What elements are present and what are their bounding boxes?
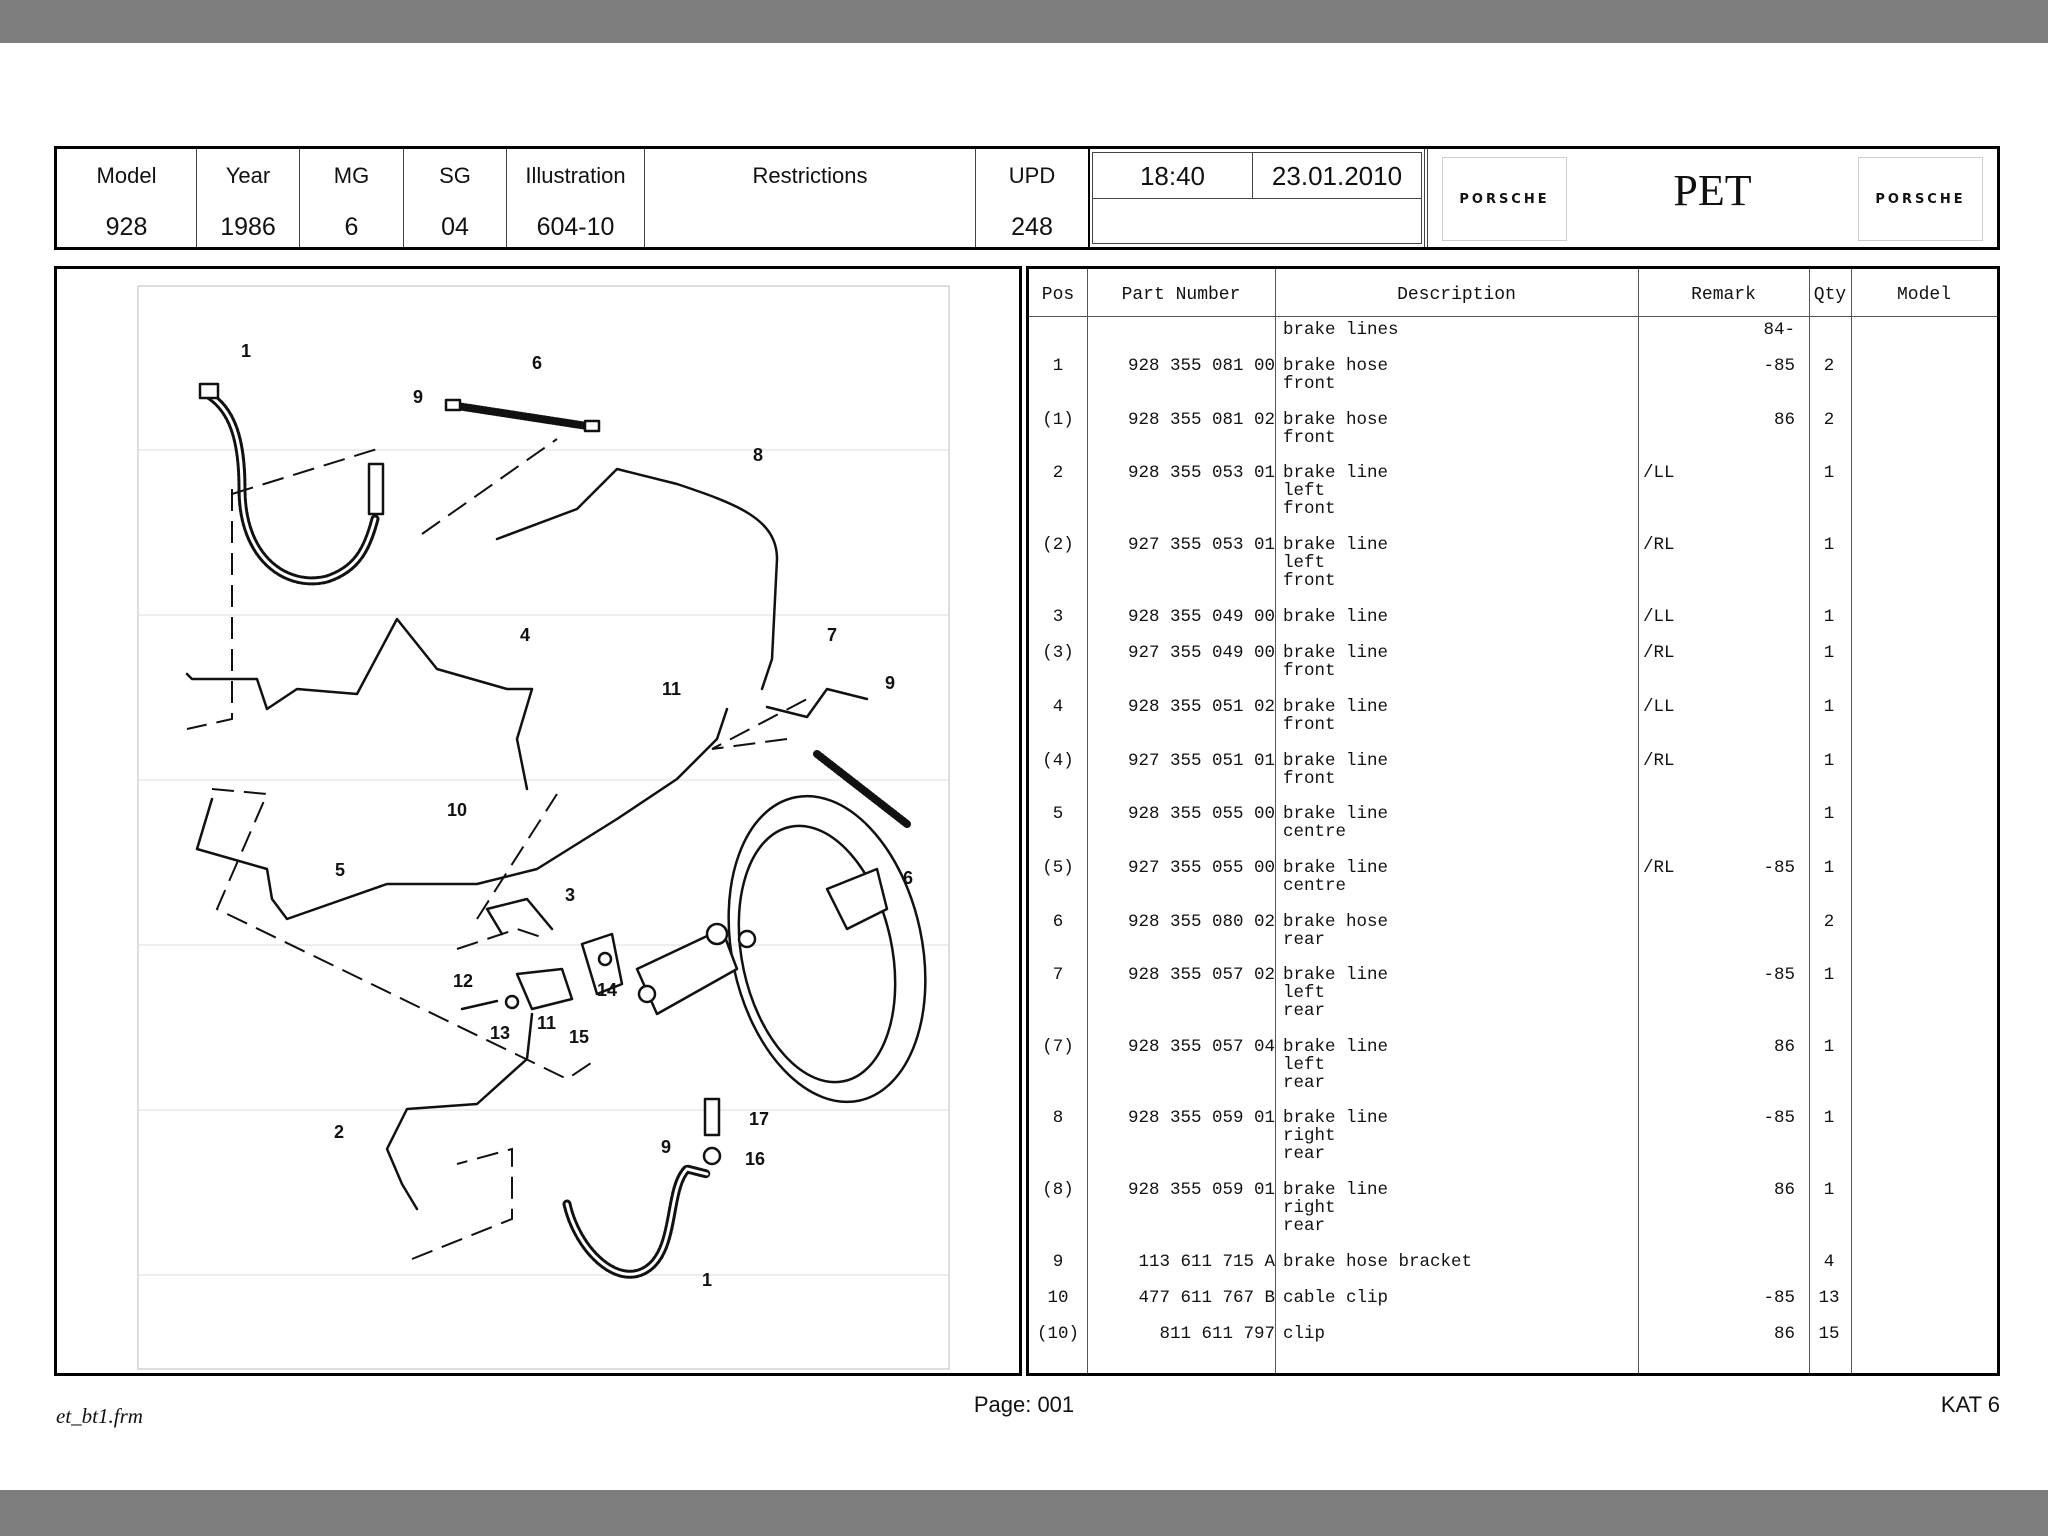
row-part-number: 928 355 081 02 xyxy=(1127,410,1275,430)
row-part-number: 928 355 049 00 xyxy=(1127,607,1275,627)
callout-7: 7 xyxy=(827,625,838,645)
bottom-bar xyxy=(0,1490,2048,1536)
row-part-number: 811 611 797 xyxy=(1159,1324,1275,1344)
row-description: clip xyxy=(1283,1324,1326,1344)
row-qty: 1 xyxy=(1823,965,1835,985)
row-remark: /RL xyxy=(1643,751,1675,771)
row-description: brake line left front xyxy=(1283,535,1389,591)
row-pos: 6 xyxy=(1052,912,1064,932)
row-qty: 1 xyxy=(1823,643,1835,663)
header-mg xyxy=(300,149,404,247)
row-description: brake hose bracket xyxy=(1283,1252,1473,1272)
callout-2: 2 xyxy=(334,1122,345,1142)
row-part-number: 113 611 715 A xyxy=(1138,1252,1275,1272)
row-part-number: 928 355 057 02 xyxy=(1127,965,1275,985)
row-qty: 4 xyxy=(1823,1252,1835,1272)
callout-17: 17 xyxy=(749,1109,770,1129)
sg-label: SG xyxy=(439,163,471,188)
timestamp-box xyxy=(1092,152,1422,244)
row-description: brake line xyxy=(1283,607,1389,627)
row-qty: 1 xyxy=(1823,535,1835,555)
row-description: brake hose front xyxy=(1283,356,1389,394)
catalog-label: KAT 6 xyxy=(1940,1392,2000,1417)
row-remark-range: 86 xyxy=(1773,1037,1795,1057)
row-description: brake line centre xyxy=(1283,858,1389,896)
row-pos: 9 xyxy=(1052,1252,1064,1272)
col-header-description: Description xyxy=(1397,285,1516,305)
callout-4: 4 xyxy=(520,625,531,645)
header-illustration xyxy=(507,149,645,247)
mg-value: 6 xyxy=(344,213,359,241)
year-label: Year xyxy=(225,163,271,188)
col-divider xyxy=(1087,269,1088,1373)
row-part-number: 928 355 055 00 xyxy=(1127,804,1275,824)
row-part-number: 927 355 049 00 xyxy=(1127,643,1275,663)
row-remark-range: -85 xyxy=(1763,1108,1795,1128)
row-pos: 7 xyxy=(1052,965,1064,985)
row-description: brake line right rear xyxy=(1283,1108,1389,1164)
row-description: brake line centre xyxy=(1283,804,1389,842)
col-divider xyxy=(1851,269,1852,1373)
brand-area xyxy=(1424,149,1997,247)
restrictions-label: Restrictions xyxy=(752,163,868,188)
top-bar xyxy=(0,0,2048,43)
callout-9-right: 9 xyxy=(885,673,896,693)
row-remark: /RL xyxy=(1643,858,1675,878)
row-remark-range: -85 xyxy=(1763,356,1795,376)
row-qty: 1 xyxy=(1823,607,1835,627)
page-number: Page: 001 xyxy=(973,1392,1075,1417)
row-remark-range: -85 xyxy=(1763,1288,1795,1308)
row-qty: 1 xyxy=(1823,463,1835,483)
upd-value: 248 xyxy=(1011,213,1053,241)
col-header-model: Model xyxy=(1896,285,1951,305)
row-qty: 1 xyxy=(1823,1037,1835,1057)
row-remark-range: 86 xyxy=(1773,1180,1795,1200)
row-pos: (4) xyxy=(1042,751,1074,771)
callout-1-bottom: 1 xyxy=(702,1270,713,1290)
row-description: brake line left front xyxy=(1283,463,1389,519)
row-qty: 2 xyxy=(1823,912,1835,932)
callout-15: 15 xyxy=(569,1027,590,1047)
row-part-number: 928 355 080 02 xyxy=(1127,912,1275,932)
row-pos: (2) xyxy=(1042,535,1074,555)
header-model xyxy=(57,149,197,247)
row-pos: (7) xyxy=(1042,1037,1074,1057)
header-restrictions xyxy=(645,149,976,247)
row-qty: 15 xyxy=(1818,1324,1840,1344)
callout-9-bottom: 9 xyxy=(661,1137,672,1157)
form-name: et_bt1.frm xyxy=(56,1404,143,1428)
illustration-label: Illustration xyxy=(525,163,626,188)
mg-label: MG xyxy=(333,163,370,188)
row-qty: 13 xyxy=(1818,1288,1840,1308)
row-part-number: 927 355 051 01 xyxy=(1127,751,1275,771)
row-pos: (5) xyxy=(1042,858,1074,878)
row-description: brake hose front xyxy=(1283,410,1389,448)
row-remark-range: -85 xyxy=(1763,965,1795,985)
row-qty: 1 xyxy=(1823,1180,1835,1200)
row-remark-range: 84- xyxy=(1763,320,1795,340)
row-description: brake line left rear xyxy=(1283,965,1389,1021)
callout-16: 16 xyxy=(745,1149,766,1169)
porsche-logo-left: PORSCHE xyxy=(1442,157,1567,241)
row-remark-range: 86 xyxy=(1773,1324,1795,1344)
header-sg xyxy=(404,149,507,247)
model-value: 928 xyxy=(105,213,148,241)
row-description: brake line left rear xyxy=(1283,1037,1389,1093)
row-description: brake line front xyxy=(1283,697,1389,735)
row-pos: (10) xyxy=(1036,1324,1079,1344)
exploded-diagram-panel xyxy=(54,266,1022,1376)
row-qty: 1 xyxy=(1823,1108,1835,1128)
row-pos: 10 xyxy=(1047,1288,1069,1308)
year-value: 1986 xyxy=(220,213,276,241)
row-qty: 1 xyxy=(1823,697,1835,717)
row-pos: 1 xyxy=(1052,356,1064,376)
date-value: 23.01.2010 xyxy=(1253,153,1421,199)
callout-11-top: 11 xyxy=(662,679,682,699)
callout-11-bottom: 11 xyxy=(537,1013,557,1033)
row-description: cable clip xyxy=(1283,1288,1389,1308)
row-description: brake line front xyxy=(1283,751,1389,789)
upd-label: UPD xyxy=(1008,163,1056,188)
callout-3: 3 xyxy=(565,885,576,905)
row-pos: 2 xyxy=(1052,463,1064,483)
callout-14: 14 xyxy=(597,980,618,1000)
sg-value: 04 xyxy=(441,213,469,241)
header-separator xyxy=(1029,316,1997,317)
callout-9-top: 9 xyxy=(413,387,424,407)
row-description: brake line right rear xyxy=(1283,1180,1389,1236)
model-label: Model xyxy=(96,163,157,188)
illustration-value: 604-10 xyxy=(536,213,615,241)
row-remark-range: 86 xyxy=(1773,410,1795,430)
row-remark-range: -85 xyxy=(1763,858,1795,878)
callout-1-top: 1 xyxy=(241,341,252,361)
row-qty: 2 xyxy=(1823,410,1835,430)
brake-lines-diagram xyxy=(57,269,1019,1373)
callout-5: 5 xyxy=(335,860,346,880)
callout-12: 12 xyxy=(453,971,474,991)
row-part-number: 927 355 053 01 xyxy=(1127,535,1275,555)
col-header-remark: Remark xyxy=(1691,285,1756,305)
row-description: brake line front xyxy=(1283,643,1389,681)
row-qty: 1 xyxy=(1823,804,1835,824)
header-upd xyxy=(976,149,1090,247)
row-qty: 1 xyxy=(1823,858,1835,878)
app-title: PET xyxy=(1673,166,1752,215)
row-part-number: 928 355 081 00 xyxy=(1127,356,1275,376)
row-remark: /LL xyxy=(1643,607,1675,627)
row-pos: (3) xyxy=(1042,643,1074,663)
col-divider xyxy=(1275,269,1276,1373)
row-part-number: 928 355 051 02 xyxy=(1127,697,1275,717)
row-pos: 3 xyxy=(1052,607,1064,627)
header-year xyxy=(197,149,300,247)
row-pos: (1) xyxy=(1042,410,1074,430)
parts-table xyxy=(1026,266,2000,1376)
row-part-number: 928 355 053 01 xyxy=(1127,463,1275,483)
porsche-logo-right: PORSCHE xyxy=(1858,157,1983,241)
row-pos: 8 xyxy=(1052,1108,1064,1128)
row-description: brake hose rear xyxy=(1283,912,1389,950)
row-remark: /RL xyxy=(1643,643,1675,663)
header-panel xyxy=(54,146,2000,250)
callout-6-top: 6 xyxy=(532,353,543,373)
row-description: brake lines xyxy=(1283,320,1399,340)
row-part-number: 477 611 767 B xyxy=(1138,1288,1275,1308)
row-qty: 2 xyxy=(1823,356,1835,376)
callout-8: 8 xyxy=(753,445,764,465)
row-remark: /LL xyxy=(1643,463,1675,483)
row-pos: 4 xyxy=(1052,697,1064,717)
callout-10: 10 xyxy=(447,800,468,820)
row-part-number: 928 355 059 01 xyxy=(1127,1108,1275,1128)
row-remark: /RL xyxy=(1643,535,1675,555)
col-header-pos: Pos xyxy=(1041,285,1075,305)
callout-13: 13 xyxy=(490,1023,511,1043)
row-qty: 1 xyxy=(1823,751,1835,771)
time-value: 18:40 xyxy=(1093,153,1253,199)
row-part-number: 928 355 057 04 xyxy=(1127,1037,1275,1057)
row-pos: (8) xyxy=(1042,1180,1074,1200)
row-part-number: 928 355 059 01 xyxy=(1127,1180,1275,1200)
row-pos: 5 xyxy=(1052,804,1064,824)
row-remark: /LL xyxy=(1643,697,1675,717)
col-header-qty: Qty xyxy=(1813,285,1847,305)
col-header-part-number: Part Number xyxy=(1121,285,1241,305)
row-part-number: 927 355 055 00 xyxy=(1127,858,1275,878)
col-divider xyxy=(1809,269,1810,1373)
callout-6-right: 6 xyxy=(903,868,914,888)
